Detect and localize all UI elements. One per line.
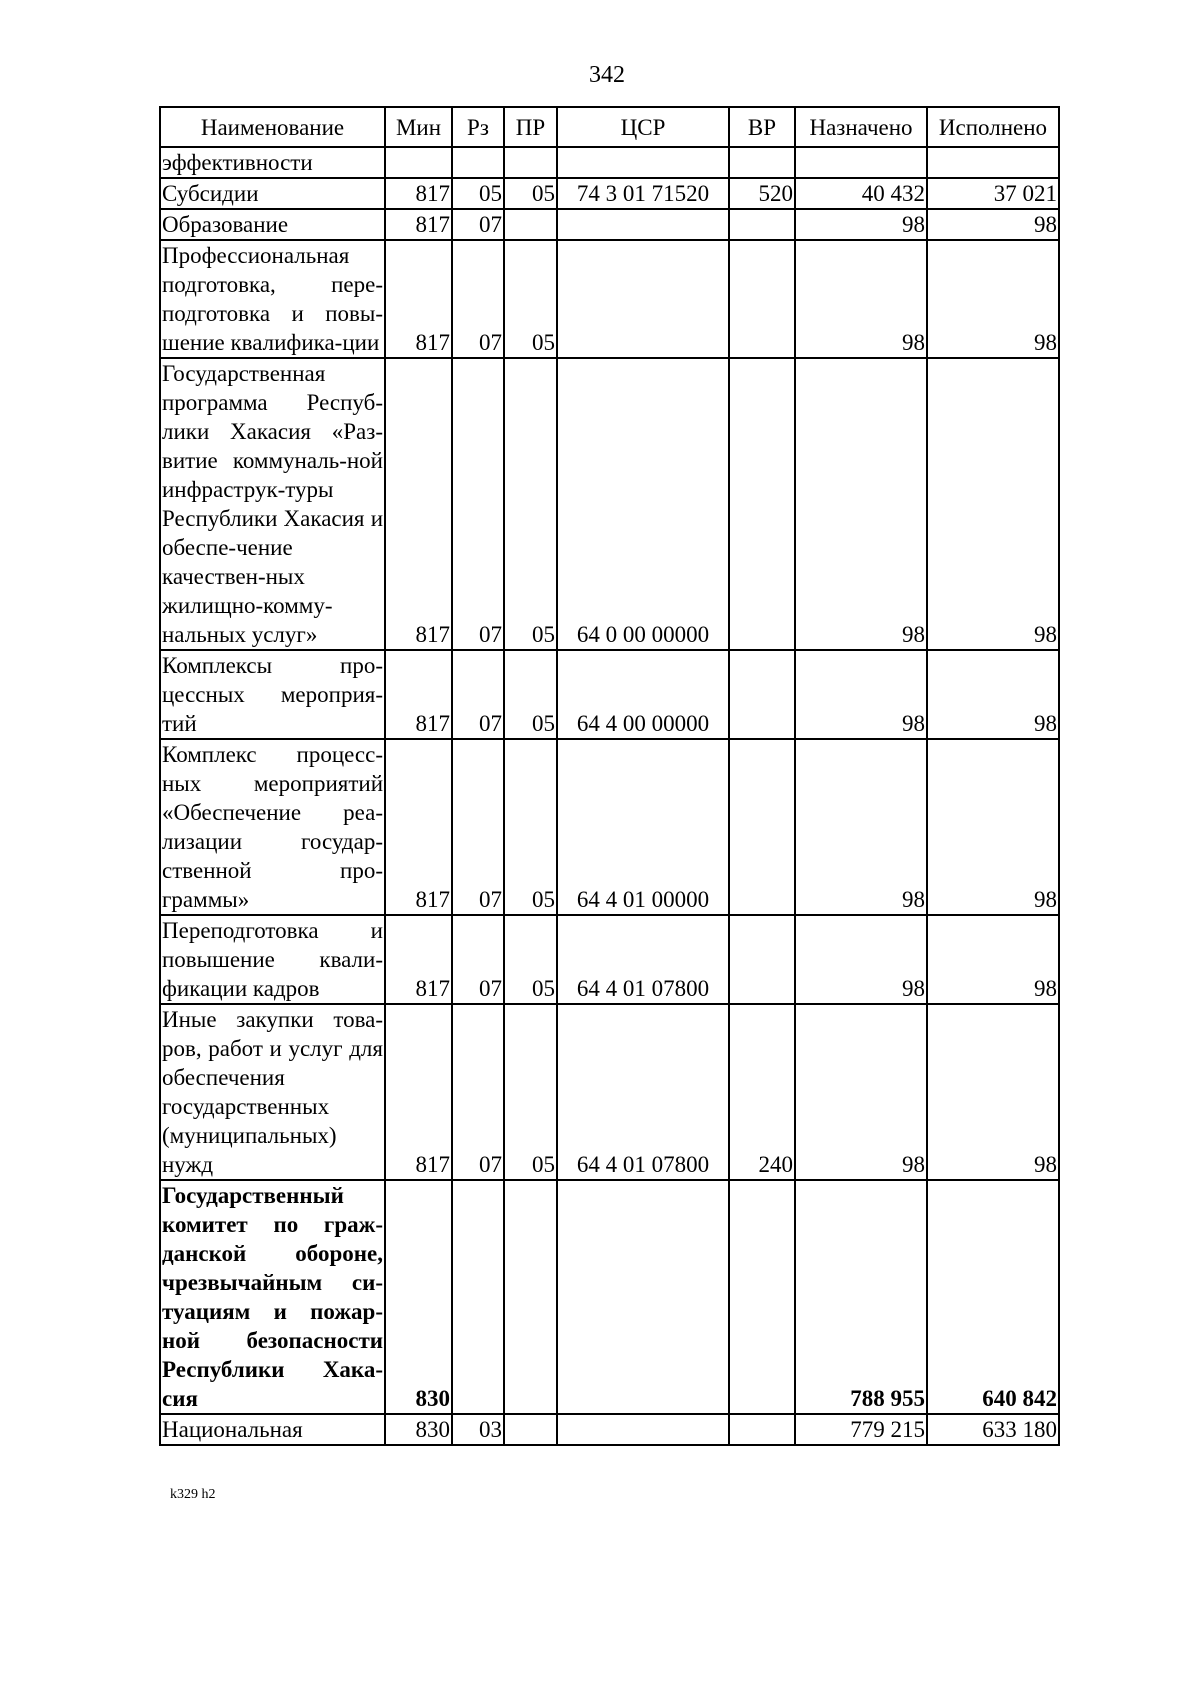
cell-executed: 98	[927, 650, 1059, 739]
col-header-rz: Рз	[452, 107, 504, 147]
cell-csr: 64 4 01 07800	[557, 1004, 729, 1180]
cell-rz: 03	[452, 1414, 504, 1445]
cell-csr: 64 0 00 00000	[557, 358, 729, 650]
cell-assigned: 98	[795, 915, 927, 1004]
cell-vr	[729, 1414, 795, 1445]
cell-csr	[557, 1180, 729, 1414]
cell-pr	[504, 209, 557, 240]
cell-pr	[504, 147, 557, 178]
cell-csr	[557, 147, 729, 178]
cell-assigned	[795, 147, 927, 178]
cell-vr	[729, 240, 795, 358]
cell-executed: 37 021	[927, 178, 1059, 209]
cell-min: 817	[385, 915, 452, 1004]
col-header-min: Мин	[385, 107, 452, 147]
table-row	[160, 650, 1059, 739]
cell-assigned: 98	[795, 739, 927, 915]
cell-min: 817	[385, 209, 452, 240]
cell-rz: 07	[452, 915, 504, 1004]
cell-min: 817	[385, 1004, 452, 1180]
cell-name: Комплекс процесс-ных мероприятий «Обеспечение реа-лизации государ-ственной про-граммы»	[160, 739, 385, 915]
cell-rz: 07	[452, 240, 504, 358]
cell-csr: 74 3 01 71520	[557, 178, 729, 209]
cell-pr: 05	[504, 178, 557, 209]
cell-min	[385, 147, 452, 178]
table-row	[160, 147, 1059, 178]
cell-rz: 07	[452, 739, 504, 915]
table-row	[160, 915, 1059, 1004]
cell-name: Профессиональная подготовка, пере-подготовка и повы-шение квалифика-ции	[160, 240, 385, 358]
budget-table	[159, 106, 1060, 1446]
table-body	[160, 147, 1059, 1445]
cell-rz: 07	[452, 209, 504, 240]
cell-pr: 05	[504, 1004, 557, 1180]
col-header-vr: ВР	[729, 107, 795, 147]
cell-name: Комплексы про-цессных мероприя-тий	[160, 650, 385, 739]
cell-rz: 07	[452, 1004, 504, 1180]
cell-executed: 98	[927, 240, 1059, 358]
cell-csr: 64 4 00 00000	[557, 650, 729, 739]
cell-executed: 633 180	[927, 1414, 1059, 1445]
cell-assigned: 40 432	[795, 178, 927, 209]
cell-name: эффективности	[160, 147, 385, 178]
cell-assigned: 98	[795, 1004, 927, 1180]
cell-pr: 05	[504, 739, 557, 915]
col-header-assigned: Назначено	[795, 107, 927, 147]
cell-pr	[504, 1414, 557, 1445]
cell-pr: 05	[504, 650, 557, 739]
cell-rz: 07	[452, 650, 504, 739]
cell-executed: 98	[927, 915, 1059, 1004]
cell-min: 817	[385, 178, 452, 209]
cell-csr	[557, 209, 729, 240]
cell-executed: 98	[927, 1004, 1059, 1180]
table-row	[160, 209, 1059, 240]
table-row	[160, 178, 1059, 209]
table-row	[160, 1004, 1059, 1180]
cell-min: 830	[385, 1414, 452, 1445]
cell-executed: 98	[927, 358, 1059, 650]
cell-name: Образование	[160, 209, 385, 240]
cell-csr	[557, 1414, 729, 1445]
cell-min: 817	[385, 358, 452, 650]
cell-rz: 07	[452, 358, 504, 650]
cell-vr	[729, 1180, 795, 1414]
cell-rz	[452, 147, 504, 178]
cell-vr	[729, 650, 795, 739]
cell-pr: 05	[504, 915, 557, 1004]
table-row	[160, 739, 1059, 915]
col-header-executed: Исполнено	[927, 107, 1059, 147]
cell-pr	[504, 1180, 557, 1414]
cell-name: Государственная программа Респуб-лики Хакасия «Раз-витие коммуналь-ной инфраструк-туры Республики Хакасия и обеспе-чение качествен-ных жилищно-комму-нальных услуг»	[160, 358, 385, 650]
cell-rz	[452, 1180, 504, 1414]
cell-name: Иные закупки това-ров, работ и услуг для обеспечения государственных (муниципальных) нужд	[160, 1004, 385, 1180]
cell-csr	[557, 240, 729, 358]
cell-vr	[729, 209, 795, 240]
cell-assigned: 98	[795, 650, 927, 739]
cell-assigned: 98	[795, 209, 927, 240]
cell-pr: 05	[504, 358, 557, 650]
cell-vr	[729, 739, 795, 915]
col-header-pr: ПР	[504, 107, 557, 147]
cell-name: Национальная	[160, 1414, 385, 1445]
page-number: 342	[589, 62, 625, 88]
table-header-row	[160, 107, 1059, 147]
table-row	[160, 358, 1059, 650]
cell-assigned: 779 215	[795, 1414, 927, 1445]
cell-csr: 64 4 01 07800	[557, 915, 729, 1004]
cell-executed: 98	[927, 739, 1059, 915]
cell-pr: 05	[504, 240, 557, 358]
footer-code: k329 h2	[170, 1487, 216, 1502]
cell-assigned: 98	[795, 240, 927, 358]
cell-name: Переподготовка и повышение квали-фикации кадров	[160, 915, 385, 1004]
cell-name: Субсидии	[160, 178, 385, 209]
cell-assigned: 788 955	[795, 1180, 927, 1414]
col-header-csr: ЦСР	[557, 107, 729, 147]
table-row	[160, 240, 1059, 358]
cell-executed: 98	[927, 209, 1059, 240]
table-row	[160, 1414, 1059, 1445]
cell-vr: 240	[729, 1004, 795, 1180]
cell-min: 817	[385, 650, 452, 739]
table-row	[160, 1180, 1059, 1414]
cell-vr	[729, 358, 795, 650]
cell-name: Государственный комитет по граж-данской обороне, чрезвычайным си-туациям и пожар-ной безопасности Республики Хака-сия	[160, 1180, 385, 1414]
col-header-name: Наименование	[160, 107, 385, 147]
cell-assigned: 98	[795, 358, 927, 650]
cell-min: 830	[385, 1180, 452, 1414]
cell-min: 817	[385, 739, 452, 915]
cell-executed	[927, 147, 1059, 178]
cell-min: 817	[385, 240, 452, 358]
cell-executed: 640 842	[927, 1180, 1059, 1414]
cell-csr: 64 4 01 00000	[557, 739, 729, 915]
cell-vr: 520	[729, 178, 795, 209]
cell-vr	[729, 147, 795, 178]
cell-rz: 05	[452, 178, 504, 209]
cell-vr	[729, 915, 795, 1004]
